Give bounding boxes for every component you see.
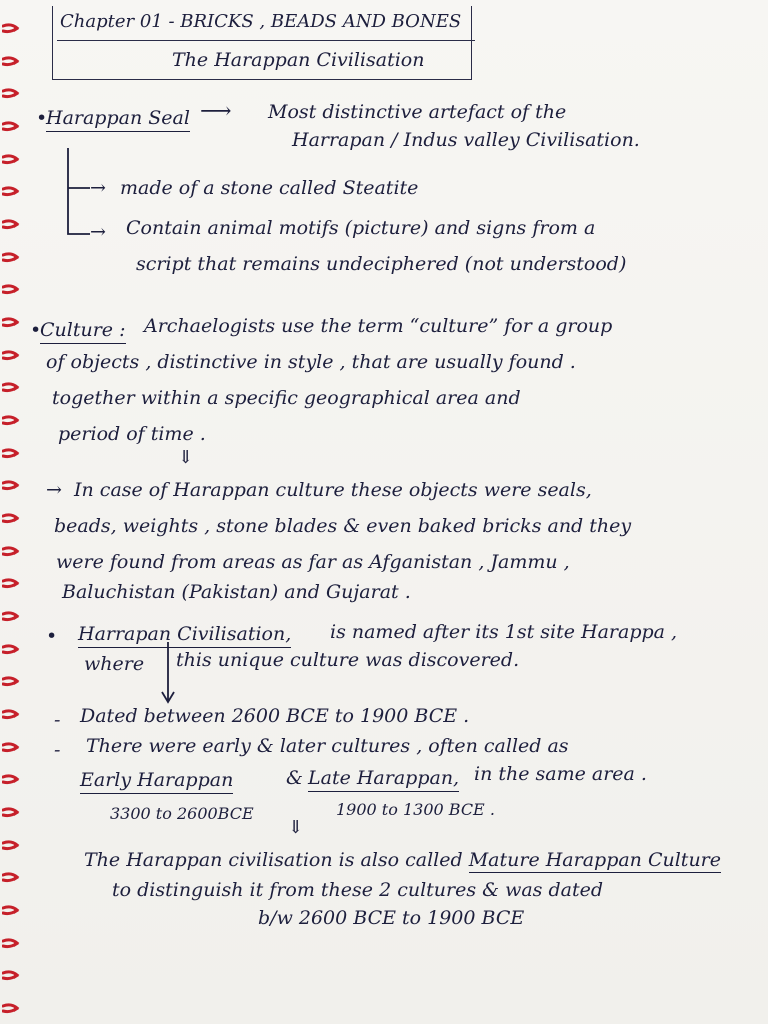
- dates-dash-1: -: [54, 709, 61, 731]
- seal-sub-arrow-2: →: [90, 221, 106, 243]
- seal-motifs-line-1: Contain animal motifs (picture) and signs from a: [126, 217, 596, 239]
- culture-line-1: Archaelogists use the term “culture” for a group: [144, 315, 613, 337]
- mature-harappan-term: Mature Harappan Culture: [468, 849, 722, 871]
- mature-line-1-prefix: The Harappan civilisation is also called: [84, 849, 463, 871]
- culture-bullet: •: [30, 319, 42, 341]
- objects-arrow: →: [46, 479, 62, 501]
- dates-line-1: Dated between 2600 BCE to 1900 BCE .: [80, 705, 470, 727]
- seal-term: Harappan Seal: [46, 106, 190, 132]
- binding-ring: [2, 839, 20, 853]
- late-harappan-range: 1900 to 1300 BCE .: [336, 800, 495, 819]
- binding-ring: [2, 545, 20, 559]
- chapter-subtitle: The Harappan Civilisation: [172, 49, 425, 71]
- objects-line-1-text: In case of Harappan culture these objects were seals,: [74, 479, 592, 501]
- binding-ring: [2, 218, 20, 232]
- binding-ring: [2, 643, 20, 657]
- seal-bullet: •: [36, 107, 48, 129]
- dates-down-arrow: ⇓: [288, 817, 304, 838]
- title-divider: [57, 40, 475, 41]
- dates-dash-2: -: [54, 739, 61, 761]
- binding-ring: [2, 22, 20, 36]
- naming-line-1: is named after its 1st site Harappa ,: [330, 621, 678, 643]
- seal-definition-line-1: Most distinctive artefact of the: [268, 101, 567, 123]
- culture-term: Culture :: [40, 318, 126, 344]
- chapter-heading: Chapter 01 - BRICKS , BEADS AND BONES: [60, 11, 462, 32]
- binding-ring: [2, 969, 20, 983]
- binding-ring: [2, 251, 20, 265]
- binding-ring: [2, 1002, 20, 1016]
- seal-definition-line-2: Harrapan / Indus valley Civilisation.: [292, 129, 640, 151]
- naming-term: Harrapan Civilisation,: [78, 622, 291, 648]
- binding-ring: [2, 904, 20, 918]
- binding-ring: [2, 283, 20, 297]
- early-harappan-range: 3300 to 2600BCE: [110, 804, 254, 823]
- mature-line-3: b/w 2600 BCE to 1900 BCE: [258, 907, 525, 929]
- binding-ring: [2, 447, 20, 461]
- binding-ring: [2, 349, 20, 363]
- culture-line-4: period of time .: [58, 423, 206, 445]
- binding-ring: [2, 381, 20, 395]
- binding-ring: [2, 773, 20, 787]
- binding-ring: [2, 806, 20, 820]
- early-harappan-term: Early Harappan: [80, 768, 233, 794]
- spiral-binding: [0, 0, 34, 1024]
- seal-sub-arrow-1: →: [90, 177, 106, 199]
- culture-line-2: of objects , distinctive in style , that are usually found .: [46, 351, 576, 373]
- binding-ring: [2, 577, 20, 591]
- mature-line-1: [84, 848, 721, 872]
- objects-line-3: were found from areas as far as Afganistan , Jammu ,: [56, 551, 570, 573]
- binding-ring: [2, 479, 20, 493]
- binding-ring: [2, 610, 20, 624]
- binding-ring: [2, 675, 20, 689]
- binding-ring: [2, 316, 20, 330]
- naming-where: where: [84, 653, 145, 675]
- naming-bullet: •: [46, 625, 58, 647]
- binding-ring: [2, 87, 20, 101]
- dates-line-2: There were early & later cultures , often called as: [86, 735, 569, 757]
- culture-down-arrow: ⇓: [178, 447, 194, 468]
- binding-ring: [2, 185, 20, 199]
- mature-line-2: to distinguish it from these 2 cultures & was dated: [112, 879, 604, 901]
- binding-ring: [2, 708, 20, 722]
- binding-ring: [2, 153, 20, 167]
- objects-line-4: Baluchistan (Pakistan) and Gujarat .: [62, 581, 411, 603]
- dates-ampersand: &: [286, 767, 303, 789]
- binding-ring: [2, 120, 20, 134]
- binding-ring: [2, 55, 20, 69]
- seal-arrow: ⟶: [200, 99, 232, 124]
- objects-line-2: beads, weights , stone blades & even baked bricks and they: [54, 515, 632, 537]
- seal-motifs-line-2: script that remains undeciphered (not understood): [136, 253, 627, 275]
- binding-ring: [2, 414, 20, 428]
- binding-ring: [2, 871, 20, 885]
- culture-line-3: together within a specific geographical area and: [52, 387, 521, 409]
- binding-ring: [2, 741, 20, 755]
- objects-line-1: [46, 478, 592, 502]
- dates-line-3: in the same area .: [474, 763, 647, 785]
- late-harappan-term: Late Harappan,: [308, 766, 459, 792]
- naming-line-2: this unique culture was discovered.: [176, 649, 520, 671]
- seal-steatite-line: made of a stone called Steatite: [120, 177, 419, 199]
- binding-ring: [2, 512, 20, 526]
- binding-ring: [2, 937, 20, 951]
